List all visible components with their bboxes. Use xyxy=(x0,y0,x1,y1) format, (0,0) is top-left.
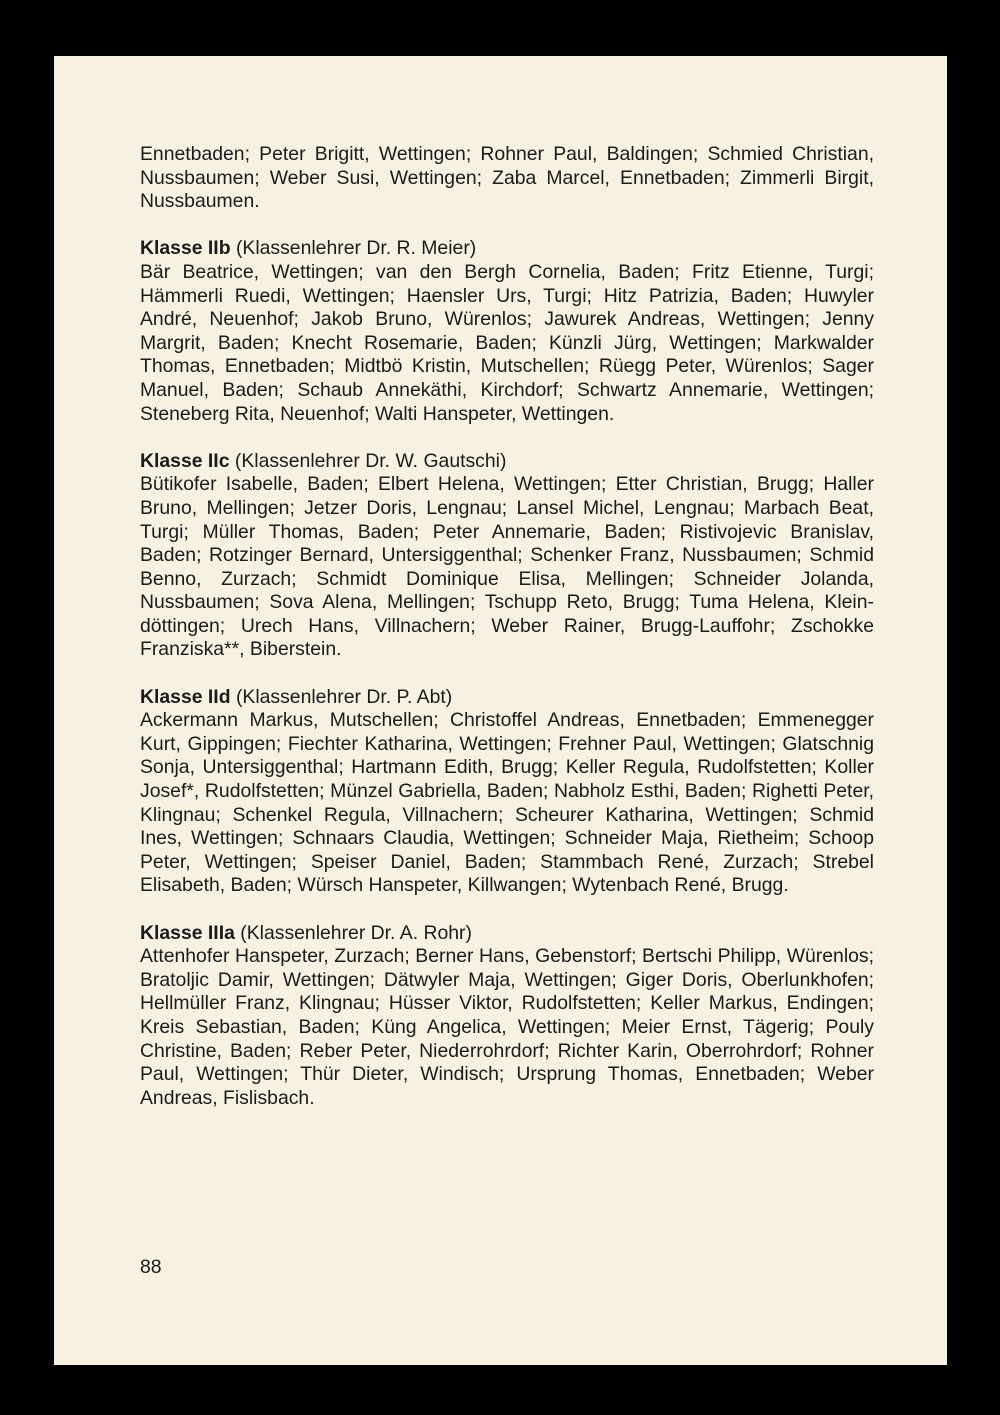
section-klasse-iiia xyxy=(140,922,874,1111)
student-list: Bär Beatrice, Wettingen; van den Bergh Cornelia, Baden; Fritz Etienne, Turgi; Hämmerli Ruedi, Wettingen; Haensler Urs, Turgi; Hitz Patrizia, Baden; Huwyler André, Neuenhof; Jakob Bruno, Würenlos; Jawurek Andreas, Wettingen; Jenny Margrit, Baden; Knecht Rosemarie, Baden; Künzli Jürg, Wettingen; Markwalder Thomas, Ennetbaden; Midtbö Kristin, Mutschellen; Rüegg Peter, Würenlos; Sager Manuel, Baden; Schaub Annekäthi, Kirchdorf; Schwartz Annemarie, Wettingen; Steneberg Rita, Neuenhof; Walti Hanspeter, Wettingen. xyxy=(140,260,874,425)
student-list: Bütikofer Isabelle, Baden; Elbert Helena, Wettingen; Etter Christian, Brugg; Haller Bruno, Mellingen; Jetzer Doris, Lengnau; Lansel Michel, Lengnau; Marbach Beat, Turgi; Müller Thomas, Baden; Peter Annemarie, Baden; Ristivojevic Branislav, Baden; Rotzinger Bernard, Untersiggenthal; Schenker Franz, Nussbaumen; Schmid Benno, Zurzach; Schmidt Dominique Elisa, Mellingen; Schneider Jolanda, Nussbaumen; Sova Alena, Mellingen; Tschupp Reto, Brugg; Tuma Helena, Kleindöttingen; Urech Hans, Villnachern; Weber Rainer, Brugg-Lauffohr; Zschokke Franziska**, Biberstein. xyxy=(140,473,874,661)
student-list: Ackermann Markus, Mutschellen; Christoffel Andreas, Ennetbaden; Emmenegger Kurt, Gippingen; Fiechter Katharina, Wettingen; Frehner Paul, Wettingen; Glatschnig Sonja, Untersiggenthal; Hartmann Edith, Brugg; Keller Regula, Rudolfstetten; Koller Josef*, Rudolfstetten; Münzel Gabriella, Baden; Nabholz Esthi, Baden; Righetti Peter, Klingnau; Schenkel Regula, Villnachern; Scheurer Katharina, Wettingen; Schmid Ines, Wettingen; Schnaars Claudia, Wettingen; Schneider Maja, Rietheim; Schoop Peter, Wettingen; Speiser Daniel, Baden; Stammbach René, Zurzach; Strebel Elisabeth, Baden; Würsch Hanspeter, Killwangen; Wytenbach René, Brugg. xyxy=(140,709,874,897)
section-title: Klasse IIb xyxy=(140,237,231,260)
section-teacher: (Klassenlehrer Dr. R. Meier) xyxy=(235,237,477,260)
page-content xyxy=(140,143,874,1110)
section-klasse-iic xyxy=(140,450,874,662)
section-teacher: (Klassenlehrer Dr. A. Rohr) xyxy=(240,921,472,944)
page-number: 88 xyxy=(140,1256,162,1278)
student-list: Attenhofer Hanspeter, Zurzach; Berner Hans, Gebenstorf; Bertschi Philipp, Würenlos; Bratoljic Damir, Wettingen; Dätwyler Maja, Wettingen; Giger Doris, Oberlunkhofen; Hellmüller Franz, Klingnau; Hüsser Viktor, Rudolfstetten; Keller Markus, Endingen; Kreis Sebastian, Baden; Küng Angelica, Wettingen; Meier Ernst, Tägerig; Pouly Christine, Baden; Reber Peter, Niederrohrdorf; Richter Karin, Oberrohrdorf; Rohner Paul, Wettingen; Thür Dieter, Windisch; Ursprung Thomas, Ennetbaden; Weber Andreas, Fislisbach. xyxy=(140,945,874,1109)
section-title: Klasse IIIa xyxy=(140,921,235,944)
section-heading xyxy=(140,450,874,474)
section-teacher: (Klassenlehrer Dr. P. Abt) xyxy=(235,685,453,708)
section-teacher: (Klassenlehrer Dr. W. Gautschi) xyxy=(234,449,507,472)
document-page xyxy=(54,56,947,1365)
section-heading xyxy=(140,237,874,261)
section-klasse-iib xyxy=(140,237,874,426)
section-title: Klasse IIc xyxy=(140,449,230,472)
section-klasse-iid xyxy=(140,686,874,898)
section-heading xyxy=(140,922,874,946)
section-title: Klasse IId xyxy=(140,685,231,708)
intro-paragraph: Ennetbaden; Peter Brigitt, Wettingen; Rohner Paul, Baldingen; Schmied Christian, Nussbaumen; Weber Susi, Wettingen; Zaba Marcel, Ennetbaden; Zimmerli Birgit, Nussbaumen. xyxy=(140,143,874,213)
section-heading xyxy=(140,686,874,710)
